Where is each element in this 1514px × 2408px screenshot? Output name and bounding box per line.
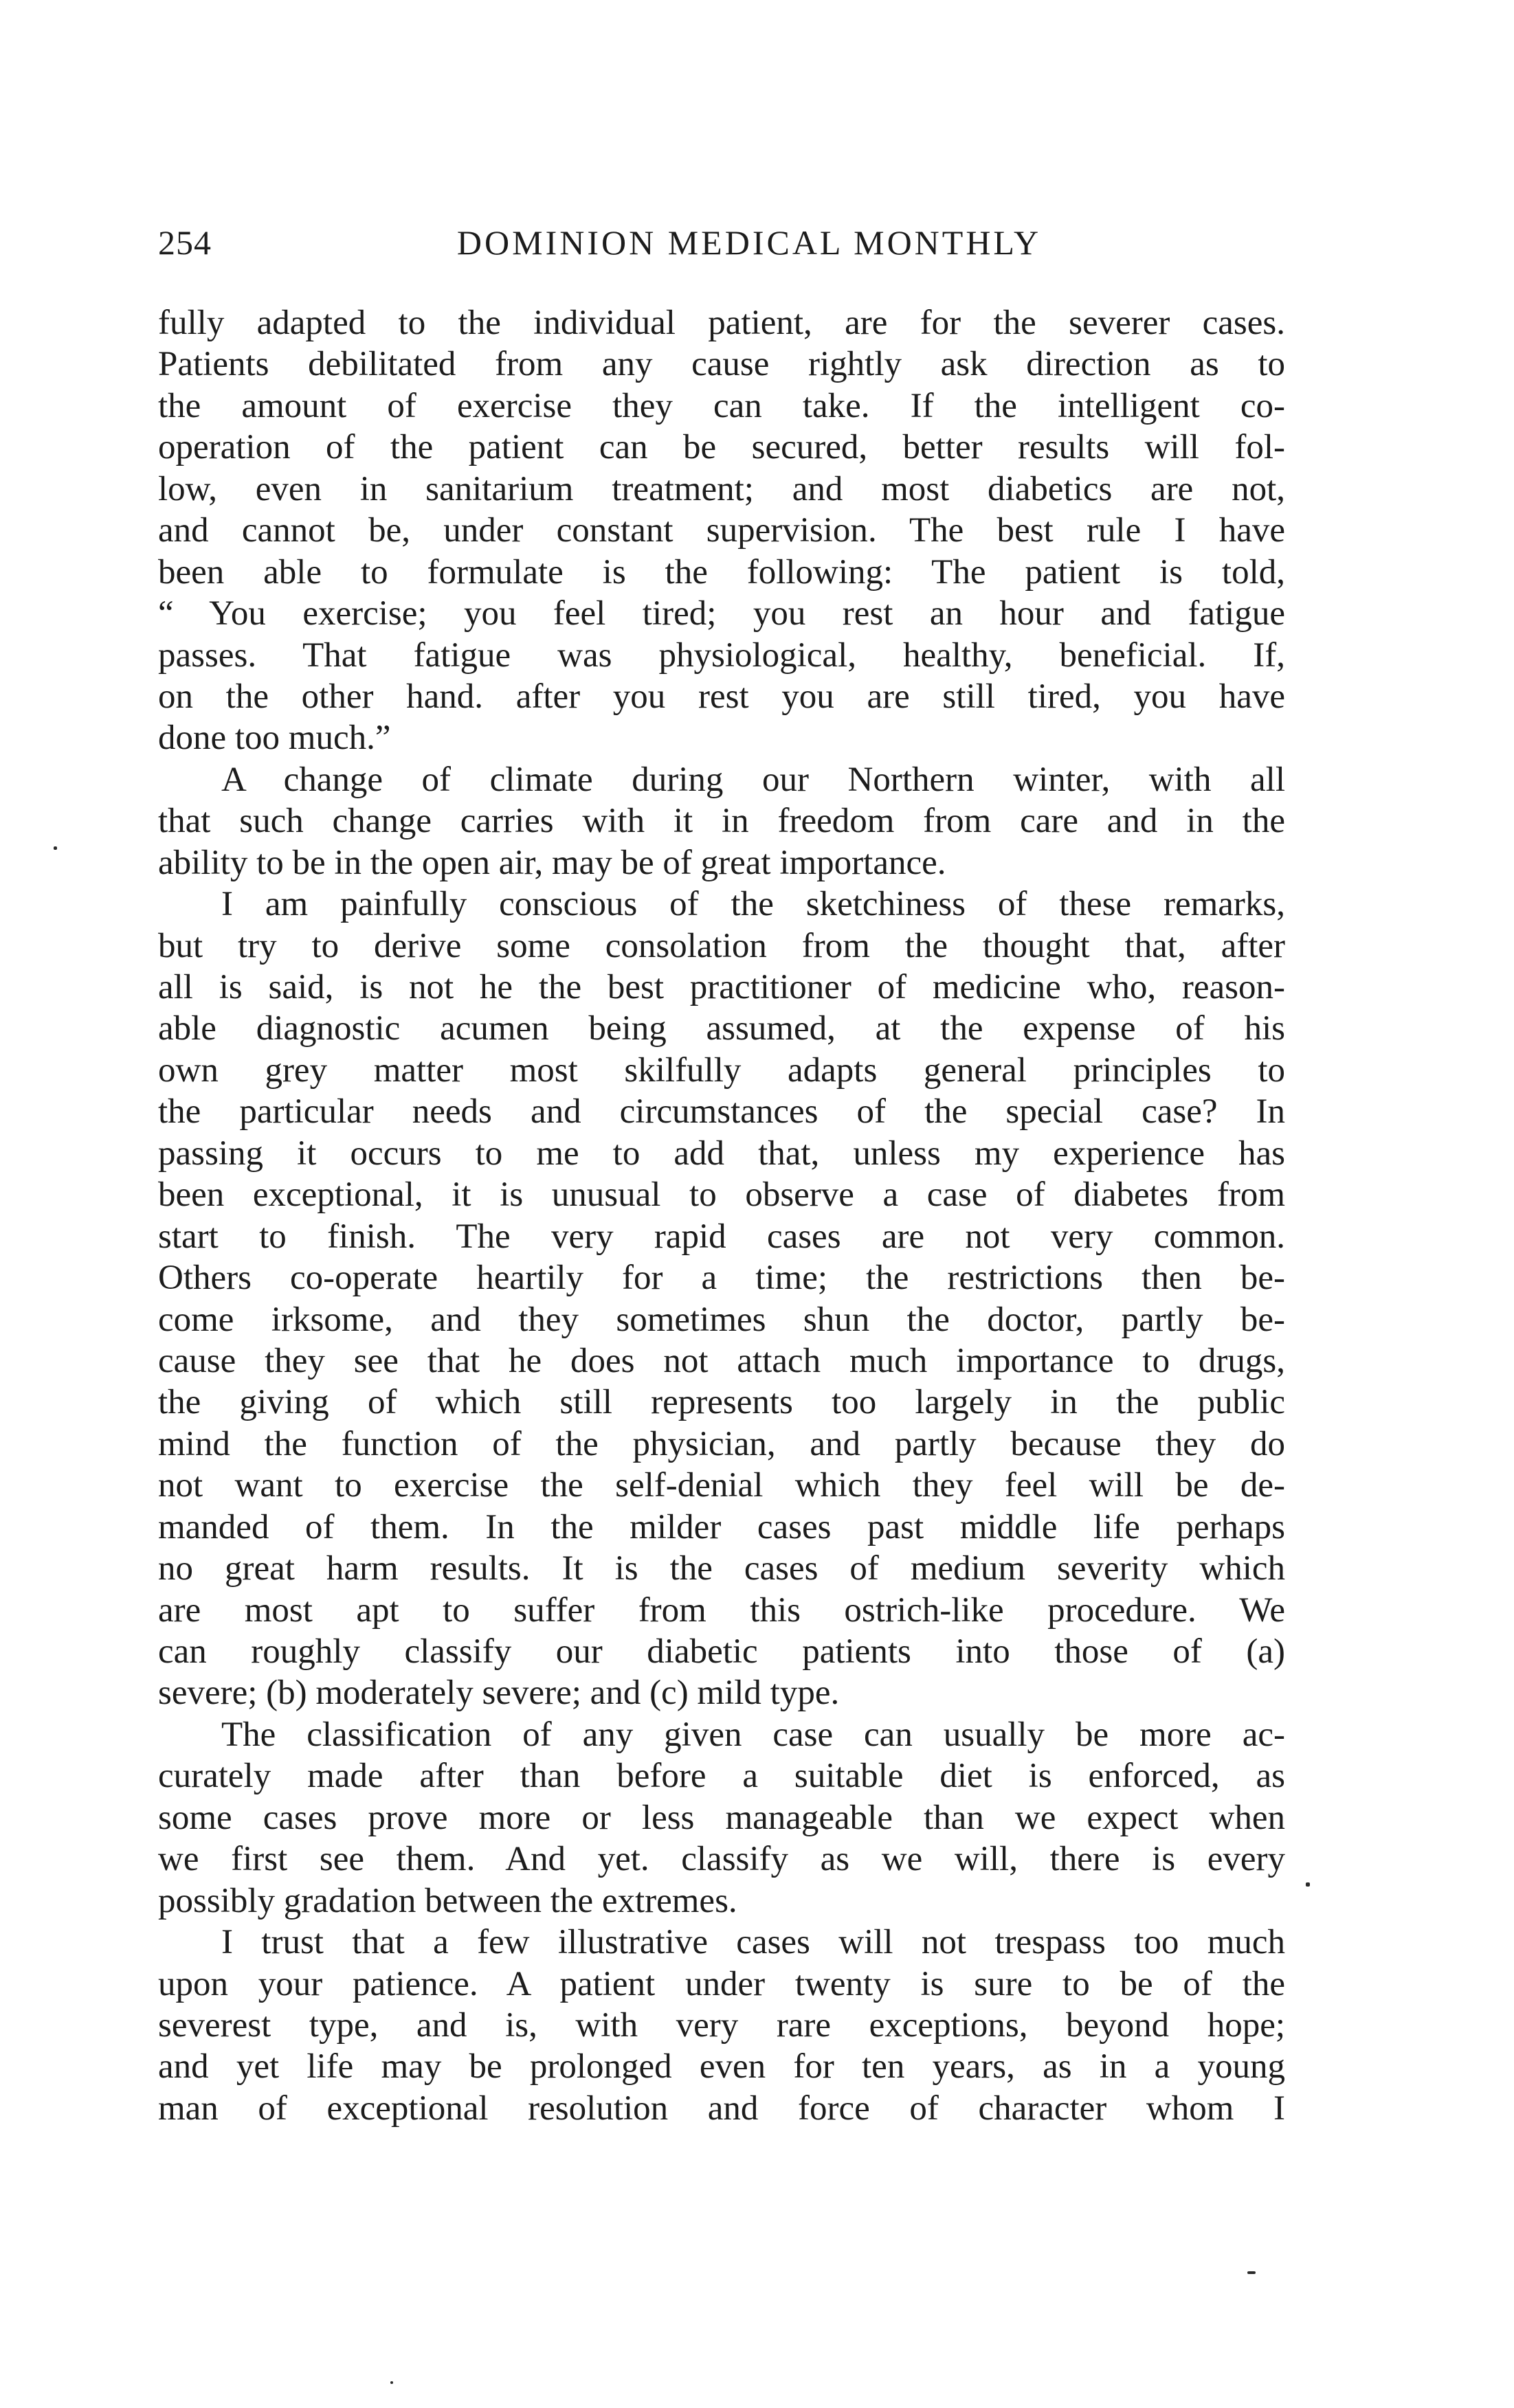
text-line: not want to exercise the self-denial which they feel will be de- (158, 1466, 1285, 1505)
text-line: on the other hand. after you rest you are still tired, you have (158, 677, 1285, 716)
text-line: curately made after than before a suitable diet is enforced, as (158, 1757, 1285, 1796)
body-text (158, 302, 1285, 2129)
text-line: severe; (b) moderately severe; and (c) mild type. (158, 1674, 840, 1713)
text-line: no great harm results. It is the cases of medium severity which (158, 1549, 1285, 1588)
text-line: fully adapted to the individual patient, are for the severer cases. (158, 304, 1285, 342)
text-line: own grey matter most skilfully adapts general principles to (158, 1050, 1285, 1090)
text-line: A change of climate during our Northern winter, with all (221, 760, 1285, 799)
text-line: we first see them. And yet. classify as we will, there is every (158, 1840, 1285, 1879)
text-line: I am painfully conscious of the sketchiness of these remarks, (221, 885, 1285, 924)
text-line: been able to formulate is the following: The patient is told, (158, 552, 1285, 592)
text-line: the particular needs and circumstances of the special case? In (158, 1092, 1285, 1132)
text-line: can roughly classify our diabetic patients into those of (a) (158, 1632, 1285, 1671)
text-line: start to finish. The very rapid cases are not very common. (158, 1217, 1285, 1256)
text-line: done too much.” (158, 719, 391, 758)
text-line: the amount of exercise they can take. If the intelligent co- (158, 386, 1285, 425)
text-line: upon your patience. A patient under twenty is sure to be of the (158, 1964, 1285, 2003)
text-line: and yet life may be prolonged even for ten years, as in a young (158, 2047, 1285, 2086)
text-line: that such change carries with it in freedom from care and in the (158, 802, 1285, 841)
text-line: but try to derive some consolation from the thought that, after (158, 926, 1285, 965)
text-line: The classification of any given case can usually be more ac- (221, 1715, 1285, 1754)
text-line: Patients debilitated from any cause rightly ask direction as to (158, 345, 1285, 384)
text-line: passing it occurs to me to add that, unless my experience has (158, 1134, 1285, 1173)
text-line: come irksome, and they sometimes shun the doctor, partly be- (158, 1300, 1285, 1339)
text-line: operation of the patient can be secured, better results will fol- (158, 428, 1285, 467)
print-speck (390, 2381, 393, 2384)
text-line: severest type, and is, with very rare exceptions, beyond hope; (158, 2005, 1285, 2045)
page-number: 254 (158, 223, 212, 262)
text-line: been exceptional, it is unusual to observe a case of diabetes from (158, 1175, 1285, 1215)
text-line: mind the function of the physician, and partly because they do (158, 1424, 1285, 1463)
text-line: able diagnostic acumen being assumed, at the expense of his (158, 1009, 1285, 1048)
text-line: are most apt to suffer from this ostrich-like procedure. We (158, 1590, 1285, 1630)
running-title: DOMINION MEDICAL MONTHLY (456, 223, 1042, 262)
text-line: low, even in sanitarium treatment; and most diabetics are not, (158, 469, 1285, 508)
text-line: I trust that a few illustrative cases will not trespass too much (221, 1923, 1285, 1962)
text-line: the giving of which still represents too largely in the public (158, 1383, 1285, 1422)
text-line: cause they see that he does not attach much importance to drugs, (158, 1341, 1285, 1380)
text-line: and cannot be, under constant supervision. The best rule I have (158, 511, 1285, 550)
text-line: possibly gradation between the extremes. (158, 1881, 737, 1920)
text-line: “ You exercise; you feel tired; you rest an hour and fatigue (158, 594, 1285, 633)
text-line: some cases prove more or less manageable than we expect when (158, 1798, 1285, 1837)
text-line: Others co-operate heartily for a time; the restrictions then be- (158, 1259, 1285, 1298)
text-line: manded of them. In the milder cases past middle life perhaps (158, 1507, 1285, 1546)
print-speck (1247, 2271, 1256, 2274)
text-line: ability to be in the open air, may be of great importance. (158, 843, 946, 882)
print-speck (1306, 1882, 1310, 1887)
page-header (158, 218, 1285, 267)
print-speck (54, 846, 57, 850)
text-line: passes. That fatigue was physiological, healthy, beneficial. If, (158, 635, 1285, 675)
text-line: all is said, is not he the best practitioner of medicine who, reason- (158, 968, 1285, 1006)
text-line: man of exceptional resolution and force of character whom I (158, 2089, 1285, 2128)
